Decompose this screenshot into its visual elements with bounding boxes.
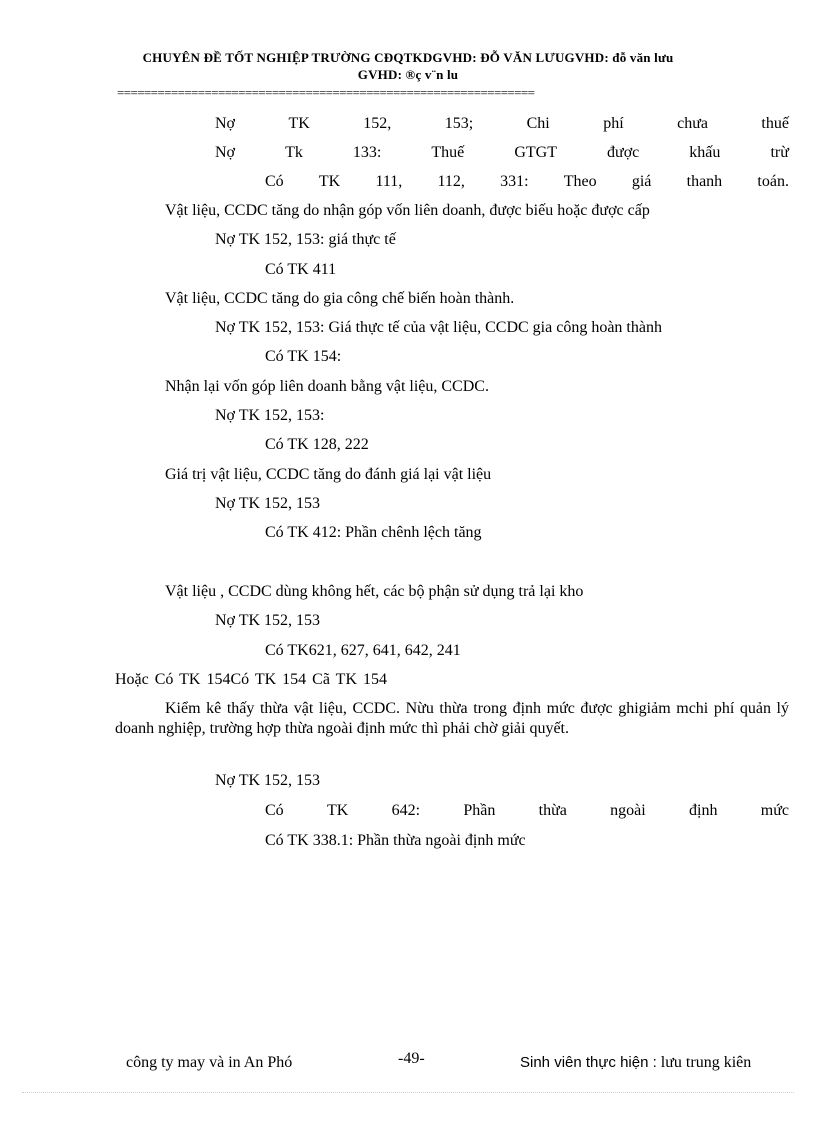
word: 112, — [437, 173, 465, 190]
text-line-22: Có TK 338.1: Phần thừa ngoài định mức — [265, 832, 526, 849]
text-line-7: Vật liệu, CCDC tăng do gia công chế biến hoàn thành. — [165, 290, 515, 307]
text-line-20: Nợ TK 152, 153 — [215, 772, 321, 789]
header-title: CHUYÊN ĐỀ TỐT NGHIỆP TRƯỜNG CĐQTKDGVHD: ĐỖ VĂN LƯUGVHD: đỗ văn lưu — [142, 50, 674, 65]
text-line-5: Nợ TK 152, 153: giá thực tế — [215, 231, 396, 248]
word: Có — [265, 173, 284, 190]
word: 642: — [391, 802, 421, 819]
footer-student — [520, 1054, 751, 1072]
footer-student-label: Sinh viên thực hiện : — [520, 1054, 657, 1071]
footer-page-number: -49- — [398, 1050, 425, 1067]
word: Phần — [463, 802, 496, 819]
entry-line-2 — [215, 143, 789, 163]
word: Theo — [563, 173, 597, 190]
word: GTGT — [514, 144, 557, 161]
entry-line-1 — [215, 114, 789, 134]
text-line-13: Giá trị vật liệu, CCDC tăng do đánh giá lại vật liệu — [165, 466, 492, 483]
word: Nợ — [215, 144, 236, 161]
word: Có — [265, 802, 284, 819]
word: toán. — [757, 173, 789, 190]
word: TK — [288, 115, 310, 132]
entry-line-21 — [265, 801, 789, 821]
word: Tk — [285, 144, 303, 161]
word: 153; — [444, 115, 474, 132]
word: Thuế — [431, 144, 465, 161]
word: được — [607, 144, 640, 161]
text-line-19: Hoặc Có TK 154Có TK 154 Cã TK 154 — [115, 671, 387, 688]
text-line-17: Nợ TK 152, 153 — [215, 612, 321, 629]
word: phí — [603, 115, 624, 132]
word: thừa — [538, 802, 567, 819]
text-line-9: Có TK 154: — [265, 348, 342, 365]
word: Chi — [526, 115, 550, 132]
text-line-16: Vật liệu , CCDC dùng không hết, các bộ phận sử dụng trả lại kho — [165, 583, 584, 600]
paragraph-inventory-surplus: Kiểm kê thấy thừa vật liệu, CCDC. Nừu thừa trong định mức được ghigiảm mchi phí quản lý doanh nghiệp, trường hợp thừa ngoài định mức thì phải chờ giải quyết. — [115, 700, 789, 737]
word: 152, — [363, 115, 392, 132]
entry-line-3 — [265, 172, 789, 192]
word: Nợ — [215, 115, 236, 132]
word: định — [689, 802, 718, 819]
page-bottom-dotted-line — [22, 1092, 794, 1093]
word: thuế — [761, 115, 789, 132]
word: khấu — [689, 144, 721, 161]
word: 331: — [500, 173, 529, 190]
text-line-4: Vật liệu, CCDC tăng do nhận góp vốn liên doanh, được biếu hoặc được cấp — [165, 202, 650, 219]
word: trừ — [770, 144, 789, 161]
text-line-10: Nhận lại vốn góp liên doanh bằng vật liệu, CCDC. — [165, 378, 489, 395]
text-line-6: Có TK 411 — [265, 261, 337, 278]
footer-student-name: lưu trung kiên — [660, 1054, 752, 1071]
header-subtitle: GVHD: ®ç v¨n lu — [357, 67, 459, 82]
word: giá — [631, 173, 652, 190]
footer-company: công ty may và in An Phó — [126, 1054, 293, 1071]
text-line-18: Có TK621, 627, 641, 642, 241 — [265, 642, 461, 659]
word: thanh — [686, 173, 723, 190]
word: chưa — [677, 115, 708, 132]
word: TK — [318, 173, 341, 190]
text-line-11: Nợ TK 152, 153: — [215, 407, 325, 424]
text-line-12: Có TK 128, 222 — [265, 436, 369, 453]
word: TK — [326, 802, 349, 819]
text-line-8: Nợ TK 152, 153: Giá thực tế của vật liệu, CCDC gia công hoàn thành — [215, 319, 662, 336]
text-line-14: Nợ TK 152, 153 — [215, 495, 321, 512]
word: 111, — [375, 173, 403, 190]
text-line-15: Có TK 412: Phần chênh lệch tăng — [265, 524, 482, 541]
header-rule: ============================================================== — [117, 86, 535, 99]
word: mức — [760, 802, 789, 819]
word: 133: — [352, 144, 382, 161]
word: ngoài — [610, 802, 646, 819]
